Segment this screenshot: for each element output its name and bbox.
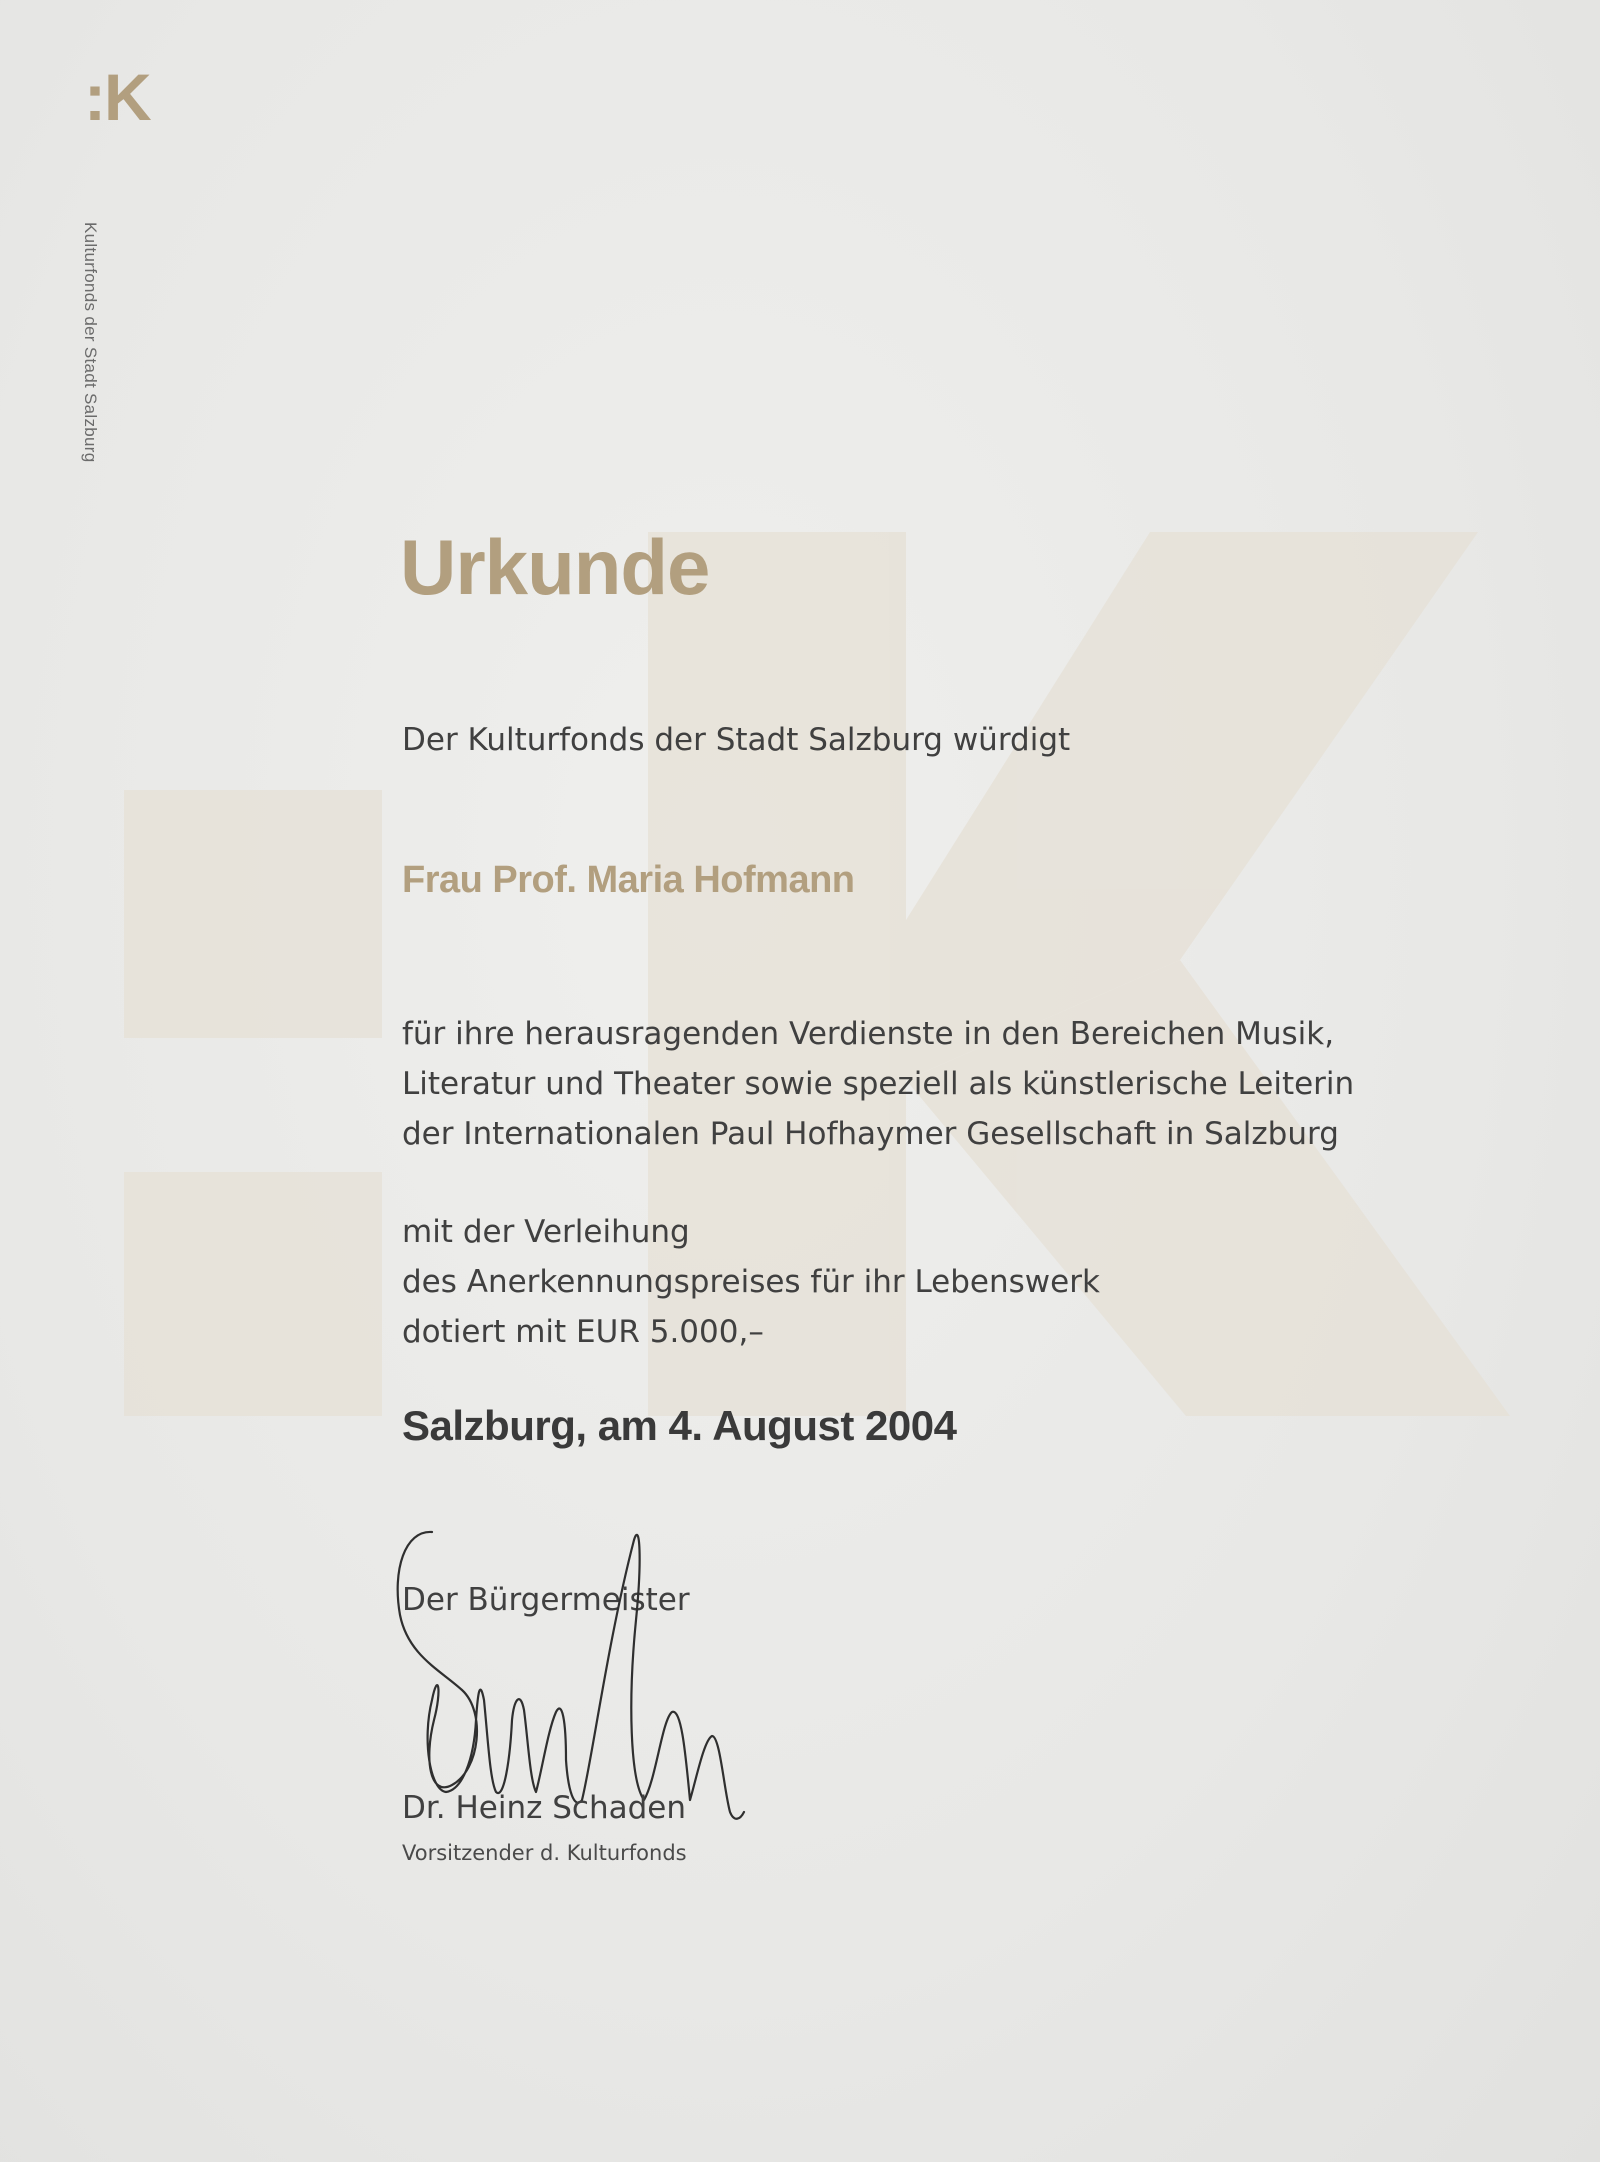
merit-line-1: für ihre herausragenden Verdienste in den Bereichen Musik, (402, 1016, 1335, 1052)
intro-text: Der Kulturfonds der Stadt Salzburg würdigt (402, 722, 1071, 758)
watermark-colon-bottom (124, 1172, 382, 1416)
kulturfonds-logo: :K (84, 60, 150, 134)
watermark-colon-top (124, 790, 382, 1038)
place-and-date: Salzburg, am 4. August 2004 (402, 1402, 957, 1449)
signer-role: Vorsitzender d. Kulturfonds (402, 1841, 687, 1865)
award-line-2: des Anerkennungspreises für ihr Lebenswerk (402, 1264, 1100, 1300)
signature-label: Der Bürgermeister (402, 1582, 690, 1618)
merit-line-2: Literatur und Theater sowie speziell als künstlerische Leiterin (402, 1066, 1355, 1102)
organization-sidebar-text: Kulturfonds der Stadt Salzburg (81, 222, 100, 463)
honoree-name: Frau Prof. Maria Hofmann (402, 859, 855, 901)
certificate-title: Urkunde (400, 523, 710, 611)
award-line-1: mit der Verleihung (402, 1214, 690, 1250)
award-line-3: dotiert mit EUR 5.000,– (402, 1314, 764, 1350)
signer-name: Dr. Heinz Schaden (402, 1790, 687, 1826)
merit-line-3: der Internationalen Paul Hofhaymer Gesellschaft in Salzburg (402, 1116, 1339, 1152)
